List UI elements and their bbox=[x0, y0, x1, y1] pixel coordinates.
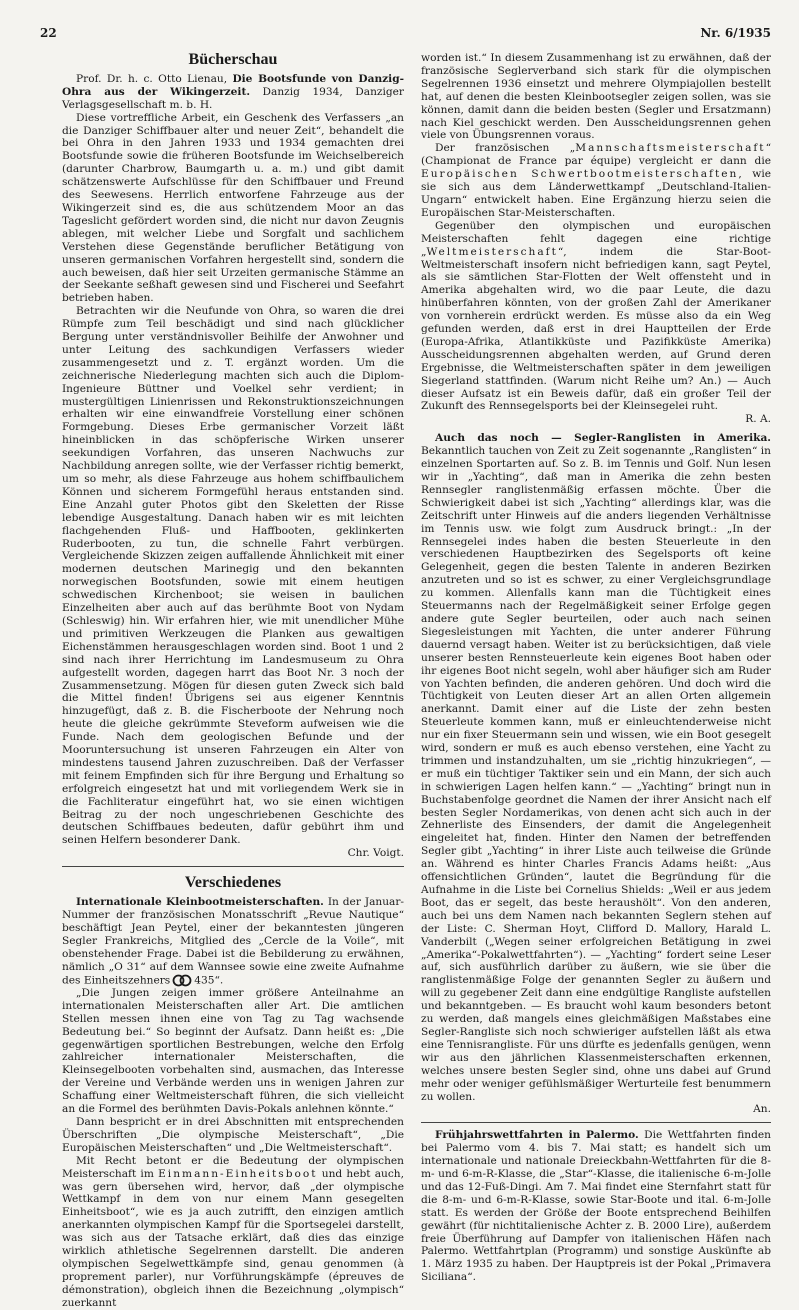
spaced-term: Einmann-Einheitsboot bbox=[158, 1167, 318, 1180]
article-signature: An. bbox=[753, 1103, 771, 1116]
book-title: Die Bootsfunde von Danzig-Ohra aus der Wikingerzeit. bbox=[62, 72, 404, 98]
article-title: Frühjahrswettfahrten in Palermo. bbox=[435, 1129, 639, 1142]
book-publisher: Danzig 1934, Danziger Verlagsgesellschaft m. b. H. bbox=[62, 85, 404, 111]
spaced-term: Mannschaftsmeisterschaft bbox=[575, 142, 766, 155]
article-text: Die Wettfahrten finden bei Palermo vom 4. bis 7. Mai statt; es handelt sich um internationale und nationale Dreieckbahn-Wettfahrten für die 8-m- und 6-m-R-Klasse, die „Star“-Klasse, die italienische 6-m-Jolle und das 12-Fuß-Dingi. Am 7. Mai findet eine Sternfahrt statt für die 8-m- und 6-m-R-Klasse, sowie Star-Boote und ital. 6-m-Jolle statt. Es werden der Größe der Boote entsprechend Beihilfen gewährt (für nichtitalienische Achter z. B. 2000 Lire), außerdem freie Überführung auf Dampfer von italienischen Häfen nach Palermo. Wettfahrtplan (Programm) und sonstige Auskünfte ab 1. März 1935 zu haben. Der Hauptpreis ist der Pokal „Primavera Siciliana“. bbox=[421, 1129, 771, 1284]
article-text: und hebt auch, was gern übersehen wird, hervor, daß „der olympische Wettkampf in dem von nur einem Mann gesegelten Einheitsboot“, wie es ja auch zutrifft, den einzigen amtlich anerkannten olympischen Kampf für die Sportsegelei darstellt, was sich aus der Tatsache erklärt, daß dies das einzige wirklich athletische Segelrennen darstellt. Die anderen olympischen Segelwettkämpfe sind, genau genommen (à proprement parler), nur Vorführungskämpfe (épreuves de démonstration), obgleich ihnen die Bezeichnung „olympisch“ zuerkannt bbox=[62, 1167, 404, 1309]
article-text: , wie sie sich aus dem Länderwettkampf „Deutschland-Italien-Ungarn“ entwickelt haben. Eine Ergänzung hierzu seien die Europäischen Star-Meisterschaften. bbox=[421, 168, 771, 219]
article-signature: R. A. bbox=[745, 413, 771, 426]
article-paragraph bbox=[62, 896, 404, 987]
article-text: Gegenüber den olympischen und europäischen Meisterschaften fehlt dagegen eine richtige „ bbox=[421, 219, 771, 258]
sail-class-emblem-icon bbox=[172, 974, 192, 987]
section-divider bbox=[62, 866, 404, 867]
article-text: 435“. bbox=[194, 974, 224, 987]
article-paragraph: „Die Jungen zeigen immer größere Anteilnahme an internationalen Meisterschaften aller Art. Die amtlichen Stellen messen ihnen eine von Tag zu Tag wachsende Bedeutung bei.“ So beginnt der Aufsatz. Dann heißt es: „Die gegenwärtigen sportlichen Bestrebungen, welche den Erfolg zahlreicher internationaler Meisterschaften, die Kleinsegelbooten vorbehalten sind, ausmachen, das Interesse der Vereine und Verbände werden uns in wenigen Jahren zur Schaffung einer Weltmeisterschaft führen, die sich vielleicht an die Formel des berühmten Davis-Pokals anlehnen könnte.“ bbox=[62, 986, 404, 1116]
article-paragraph bbox=[421, 142, 771, 219]
article-title: Auch das noch — Segler-Ranglisten in Amerika. bbox=[435, 432, 771, 445]
article-text: Mit Recht betont er die Bedeutung der olympischen Meisterschaft im bbox=[62, 1154, 404, 1180]
right-column bbox=[421, 52, 771, 1284]
book-reference bbox=[62, 73, 404, 112]
left-column bbox=[62, 50, 404, 1310]
article-paragraph bbox=[421, 432, 771, 1103]
article-paragraph bbox=[421, 220, 771, 414]
section-divider bbox=[421, 1122, 771, 1123]
review-paragraph: Betrachten wir die Neufunde von Ohra, so waren die drei Rümpfe zum Teil beschädigt und sind nach glücklicher Bergung unter verständnisvoller Beihilfe der Anwohner und unter Leitung des sachkundigen Verfassers wieder zusammengesetzt und z. T. ergänzt worden. Um die zeichnerische Niederlegung machten sich auch die Diplom-Ingenieure Büttner und Voelkel sehr verdient; in mustergültigen Linienrissen und Rekonstruktionszeichnungen erhalten wir eine einwandfreie Vorstellung einer schönen Formgebung. Dieses Erbe germanischer Vorzeit läßt hineinblicken in das schöpferische Wirken unserer seekundigen Vorfahren, das unseren Nachwuchs zur Nachbildung anregen sollte, wie der Verfasser richtig bemerkt, um so mehr, als diese Fahrzeuge aus hohem schiffbaulichem Können und sicherem Formgefühl heraus entstanden sind. Eine Anzahl guter Photos gibt den Skeletten der Risse lebendige Ausgestaltung. Danach haben wir es mit leichten flachgehenden Fluß- und Haffbooten, geklinkerten Ruderbooten, zu tun, die schnelle Fahrt verbürgen. Vergleichende Skizzen zeigen auffallende Ähnlichkeit mit einer modernen deutschen Marinegig und den bekannten norwegischen Bootsfunden, sowie mit einem heutigen schwedischen Kirchenboot; sie weisen in baulichen Einzelheiten aber auch auf das berühmte Boot von Nydam (Schleswig) hin. Wir erfahren hier, wie mit unendlicher Mühe und primitiven Werkzeugen die Planken aus gewaltigen Eichenstämmen herausgeschlagen worden sind. Boot 1 und 2 sind nach ihrer Herrichtung im Landesmuseum zu Ohra aufgestellt worden, dagegen harrt das Boot Nr. 3 noch der Zusammensetzung. Mögen für diesen guten Zweck sich bald die Mittel finden! Übrigens sei aus eigener Kenntnis hinzugefügt, daß z. B. die Fischerboote der Nehrung noch heute die gleiche gekrümmte Steveform aufweisen wie die Funde. Nach dem geologischen Befunde und der Mooruntersuchung ist unseren Fahrzeugen ein Alter von mindestens tausend Jahren zuzuschreiben. Daß der Verfasser mit feinem Empfinden sich für ihre Bergung und Erhaltung so erfolgreich eingesetzt hat und mit vorliegendem Werk sie in die Fachliteratur eingeführt hat, wo sie einen wichtigen Beitrag zu der noch ungeschriebenen Geschichte des deutschen Schiffbaues bedeuten, dafür gebührt ihm und seinen Helfern besonderer Dank. bbox=[62, 305, 404, 847]
review-paragraph: Diese vortreffliche Arbeit, ein Geschenk des Verfassers „an die Danziger Schiffbauer alter und neuer Zeit“, behandelt die bei Ohra in den Jahren 1933 und 1934 gemachten drei Bootsfunde sowie die früheren Bootsfunde im Weichselbereich (darunter Charbrow, Baumgarth u. a. m.) und gibt damit schätzenswerte Aufschlüsse für den Schiffbauer und Freund des Seewesens. Herrlich entworfene Fahrzeuge aus der Wikingerzeit sind es, die aus schützendem Moor an das Tageslicht gefördert worden sind, die nicht nur davon Zeugnis ablegen, mit welcher Liebe und Sorgfalt und sachlichem Verstehen diese Gegenstände beruflicher Betätigung von unseren germanischen Vorfahren hergestellt sind, sondern die auch beweisen, daß hier seit Urzeiten germanische Stämme an der Seekante seßhaft gewesen sind und Fischerei und Seefahrt betrieben haben. bbox=[62, 111, 404, 305]
article-paragraph bbox=[421, 1129, 771, 1284]
article-text: Bekanntlich tauchen von Zeit zu Zeit sogenannte „Ranglisten“ in einzelnen Sportarten auf. So z. B. im Tennis und Golf. Nun lesen wir in „Yachting“, daß man in Amerika die zehn besten Rennsegler ranglistenmäßig erfassen möchte. Über die Schwierigkeit dabei ist sich „Yachting“ allerdings klar, was die Zeitschrift unter Hinweis auf die anders liegenden Verhältnisse im Tennis usw. wie folgt zum Ausdruck bringt.: „In der Rennsegelei indes haben die besten Steuerleute in den verschiedenen Hauptbezirken des Segelsports oft keine Gelegenheit, gegen die besten Talente in anderen Bezirken anzutreten und so ist es schwer, zu einer Vergleichsgrundlage zu kommen. Allenfalls kann man die Tüchtigkeit eines Steuermanns nach der Regelmäßigkeit seiner Erfolge gegen andere gute Segler beurteilen, oder auch nach seinen Siegesleistungen mit Yachten, die unter anderer Führung dauernd versagt haben. Weiter ist zu berücksichtigen, daß viele unserer besten Rennsteuerleute kein eigenes Boot haben oder ihr eigenes Boot nicht segeln, wohl aber häufiger sich am Ruder von Yachten befinden, die anderen gehören. Und doch wird die Tüchtigkeit von Leuten dieser Art an allen Orten allgemein anerkannt. Damit einer auf die Liste der zehn besten Steuerleute kommen kann, muß er einleuchtenderweise nicht nur ein fixer Steuermann sein und wissen, wie ein Boot gesegelt wird, sondern er muß es auch ebenso verstehen, eine Yacht zu trimmen und instandzuhalten, um sie „richtig hinzukriegen“, — er muß ein tüchtiger Taktiker sein und ein Mann, der sich auch in schwierigen Lagen helfen kann.“ — „Yachting“ bringt nun in Buchstabenfolge geordnet die Namen der ihrer Ansicht nach elf besten Segler Nordamerikas, von denen acht sich auch in der Zehnerliste des Einsenders, der damit die Angelegenheit eingeleitet hat, finden. Hinter den Namen der betreffenden Segler gibt „Yachting“ in ihrer Liste auch teilweise die Gründe an. Während es hinter Charles Francis Adams heißt: „Aus offensichtlichen Gründen“, lautet die Begründung für die Aufnahme in die Liste bei Cornelius Shields: „Weil er aus jedem Boot, das er segelt, das beste heraushölt“. Von den anderen, auch bei uns dem Namen nach bekannten Seglern stehen auf der Liste: C. Sherman Hoyt, Clifford D. Mallory, Harald L. Vanderbilt („Wegen seiner erfolgreichen Betätigung in zwei „Amerika“-Pokalwettfahrten“). — „Yachting“ fordert seine Leser auf, sich ausführlich darüber zu äußern, wie sie über die ranglistenmäßige Folge der genannten Segler zu äußern und will zu gegebener Zeit dann eine endgültige Rangliste aufstellen und bekanntgeben. — Es braucht wohl kaum besonders betont zu werden, daß mangels eines gleichmäßigen Maßstabes eine Segler-Rangliste sich noch schwieriger aufstellen läßt als etwa eine Tennisrangliste. Für uns dürfte es jedenfalls genügen, wenn wir aus den jährlichen Klassenmeisterschaften erkennen, welches unsere besten Segler sind, ohne uns dabei auf Grund mehr oder weniger gefühlsmäßiger Werturteile fest benummern zu wollen. bbox=[421, 445, 771, 1103]
article-text: “, indem die Star-Boot-Weltmeisterschaft insofern nicht befriedigen kann, sagt Peytel, als sie sämtlichen Star-Flotten der Welt offensteht und in Amerika abgehalten wird, wo die paar Leute, die dazu hinüberfahren könnten, von der großen Zahl der Amerikaner von vornherein erdrückt werden. Es müsse also da ein Weg gefunden werden, daß erst in drei Hauptteilen der Erde (Europa-Afrika, Atlantikküste und Pazifikküste Amerika) Ausscheidungsrennen abgehalten werden, auf Grund deren Ergebnisse, die Weltmeisterschaften später in dem jeweiligen Siegerland stattfinden. (Warum nicht Reihe um? An.) — Auch dieser Aufsatz ist ein Beweis dafür, daß ein großer Teil der Zukunft des Rennsegelsports bei der Kleinsegelei ruht. bbox=[421, 245, 771, 413]
section-heading-book-review: Bücherschau bbox=[188, 51, 278, 68]
book-author: Prof. Dr. h. c. Otto Lienau, bbox=[76, 72, 233, 85]
article-paragraph: worden ist.“ In diesem Zusammenhang ist zu erwähnen, daß der französische Seglerverband sich stark für die olympischen Segelrennen 1936 einsetzt und mehrere Olympiajollen bestellt hat, auf denen die besten Kleinbootsegler zeigen sollen, was sie können, damit dann die beiden besten (Segler und Ersatzmann) nach Kiel geschickt werden. Den Ausscheidungsrennen gehen viele von Übungsrennen voraus. bbox=[421, 52, 771, 142]
review-signature: Chr. Voigt. bbox=[347, 847, 404, 860]
issue-number: Nr. 6/1935 bbox=[700, 26, 771, 40]
article-text: In der Januar-Nummer der französischen Monatsschrift „Revue Nautique“ beschäftigt Jean Peytel, einer der bekanntesten jüngeren Segler Frankreichs, Mitglied des „Cercle de la Voile“, mit obenstehender Frage. Dabei ist die Bebilderung zu erwähnen, nämlich „O 31“ auf dem Wannsee sowie eine zweite Aufnahme des Einheitszehners bbox=[62, 896, 404, 987]
spaced-term: Weltmeisterschaft bbox=[426, 245, 558, 258]
article-text: Der französischen „ bbox=[435, 142, 576, 155]
article-paragraph bbox=[62, 1155, 404, 1310]
article-text: “ (Championat de France par équipe) vergleicht er dann die bbox=[421, 142, 771, 168]
page-number: 22 bbox=[40, 26, 57, 40]
article-title: Internationale Kleinbootmeisterschaften. bbox=[76, 896, 324, 909]
section-heading-miscellaneous: Verschiedenes bbox=[184, 874, 282, 892]
article-paragraph: Dann bespricht er in drei Abschnitten mit entsprechenden Überschriften „Die olympische Meisterschaft“, „Die Europäischen Meisterschaften“ und „Die Weltmeisterschaft“. bbox=[62, 1116, 404, 1154]
spaced-term: Europäischen Schwertbootmeisterschaften bbox=[421, 168, 739, 181]
